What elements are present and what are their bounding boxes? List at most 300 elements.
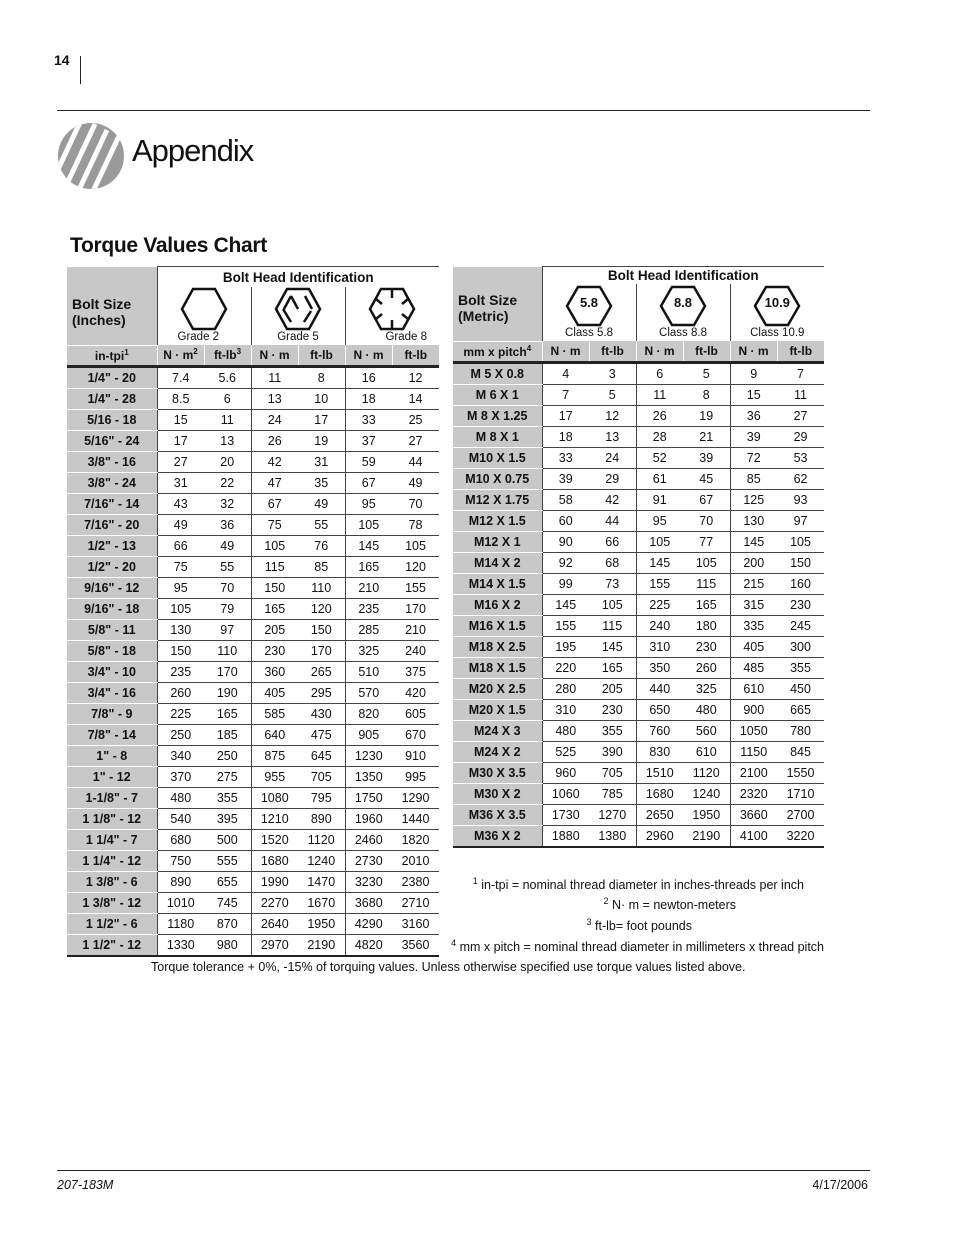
torque-ftlb-cell: 7 — [777, 362, 824, 384]
header-rule — [57, 110, 870, 111]
torque-nm-cell: 350 — [636, 657, 683, 678]
class-8-8-mark: 8.8 — [673, 295, 693, 310]
torque-nm-cell: 335 — [730, 615, 777, 636]
bolt-size-cell: M12 X 1.75 — [453, 489, 542, 510]
torque-nm-cell: 585 — [251, 703, 298, 724]
torque-nm-cell: 18 — [345, 388, 392, 409]
torque-ftlb-cell: 39 — [683, 447, 730, 468]
torque-ftlb-cell: 995 — [392, 766, 439, 787]
torque-ftlb-cell: 150 — [298, 619, 345, 640]
torque-nm-cell: 2270 — [251, 892, 298, 913]
torque-nm-cell: 680 — [157, 829, 204, 850]
torque-ftlb-cell: 375 — [392, 661, 439, 682]
torque-ftlb-cell: 170 — [298, 640, 345, 661]
torque-nm-cell: 1350 — [345, 766, 392, 787]
torque-ftlb-cell: 13 — [204, 430, 251, 451]
torque-nm-cell: 2100 — [730, 762, 777, 783]
torque-nm-cell: 820 — [345, 703, 392, 724]
torque-ftlb-cell: 190 — [204, 682, 251, 703]
torque-nm-cell: 280 — [542, 678, 589, 699]
torque-ftlb-cell: 555 — [204, 850, 251, 871]
torque-nm-cell: 27 — [157, 451, 204, 472]
torque-nm-cell: 92 — [542, 552, 589, 573]
bolt-size-cell: M36 X 3.5 — [453, 804, 542, 825]
torque-ftlb-cell: 610 — [683, 741, 730, 762]
torque-nm-cell: 310 — [636, 636, 683, 657]
hex-grade-8-icon — [368, 287, 416, 331]
torque-nm-cell: 1330 — [157, 934, 204, 956]
torque-ftlb-cell: 1470 — [298, 871, 345, 892]
torque-ftlb-cell: 665 — [777, 699, 824, 720]
torque-nm-cell: 405 — [251, 682, 298, 703]
bolt-size-header — [67, 267, 157, 346]
torque-ftlb-cell: 120 — [298, 598, 345, 619]
class-10-9-cell — [730, 284, 824, 341]
torque-nm-cell: 61 — [636, 468, 683, 489]
torque-nm-cell: 235 — [345, 598, 392, 619]
torque-ftlb-cell: 55 — [298, 514, 345, 535]
table-row — [453, 426, 824, 447]
torque-ftlb-cell: 240 — [392, 640, 439, 661]
torque-ftlb-cell: 1120 — [683, 762, 730, 783]
footer-rule — [57, 1170, 870, 1171]
torque-ftlb-cell: 150 — [777, 552, 824, 573]
torque-ftlb-cell: 10 — [298, 388, 345, 409]
torque-ftlb-cell: 1290 — [392, 787, 439, 808]
torque-ftlb-cell: 1270 — [589, 804, 636, 825]
torque-nm-cell: 6 — [636, 362, 683, 384]
torque-ftlb-cell: 3220 — [777, 825, 824, 847]
torque-nm-cell: 905 — [345, 724, 392, 745]
table-row — [453, 699, 824, 720]
grade-2-label: Grade 2 — [177, 331, 220, 343]
torque-nm-cell: 67 — [345, 472, 392, 493]
torque-ftlb-cell: 78 — [392, 514, 439, 535]
torque-nm-cell: 95 — [345, 493, 392, 514]
class-10-9-mark: 10.9 — [764, 295, 790, 310]
torque-ftlb-cell: 105 — [392, 535, 439, 556]
torque-ftlb-cell: 910 — [392, 745, 439, 766]
torque-ftlb-cell: 110 — [204, 640, 251, 661]
unit-nm: N · m — [730, 341, 777, 362]
table-row — [453, 615, 824, 636]
bolt-size-cell: M 5 X 0.8 — [453, 362, 542, 384]
table-row — [67, 808, 439, 829]
torque-nm-cell: 315 — [730, 594, 777, 615]
torque-nm-cell: 115 — [251, 556, 298, 577]
torque-ftlb-cell: 230 — [777, 594, 824, 615]
bolt-size-cell: 1 1/4" - 12 — [67, 850, 157, 871]
torque-nm-cell: 2960 — [636, 825, 683, 847]
bolt-size-cell: 7/8" - 14 — [67, 724, 157, 745]
torque-ftlb-cell: 67 — [683, 489, 730, 510]
torque-ftlb-cell: 230 — [589, 699, 636, 720]
unit-nm: N · m — [345, 345, 392, 366]
torque-ftlb-cell: 390 — [589, 741, 636, 762]
torque-ftlb-cell: 68 — [589, 552, 636, 573]
torque-ftlb-cell: 2380 — [392, 871, 439, 892]
torque-ftlb-cell: 1950 — [683, 804, 730, 825]
torque-nm-cell: 1230 — [345, 745, 392, 766]
torque-nm-cell: 1880 — [542, 825, 589, 847]
torque-nm-cell: 4820 — [345, 934, 392, 956]
torque-ftlb-cell: 110 — [298, 577, 345, 598]
torque-nm-cell: 1990 — [251, 871, 298, 892]
units-row — [67, 345, 439, 366]
torque-ftlb-cell: 325 — [683, 678, 730, 699]
torque-nm-cell: 58 — [542, 489, 589, 510]
torque-nm-cell: 215 — [730, 573, 777, 594]
bolt-size-cell: 1 3/8" - 6 — [67, 871, 157, 892]
torque-ftlb-cell: 77 — [683, 531, 730, 552]
torque-nm-cell: 1180 — [157, 913, 204, 934]
grade-8-label: Grade 8 — [385, 331, 428, 343]
table-row — [453, 447, 824, 468]
torque-nm-cell: 3680 — [345, 892, 392, 913]
table-row — [453, 468, 824, 489]
torque-ftlb-cell: 44 — [392, 451, 439, 472]
torque-ftlb-cell: 1240 — [683, 783, 730, 804]
torque-nm-cell: 125 — [730, 489, 777, 510]
torque-nm-cell: 36 — [730, 405, 777, 426]
bolt-size-unit: (Inches) — [72, 311, 126, 328]
document-code: 207-183M — [57, 1178, 114, 1192]
torque-ftlb-cell: 1950 — [298, 913, 345, 934]
torque-nm-cell: 59 — [345, 451, 392, 472]
table-row — [67, 493, 439, 514]
unit-mm-pitch: mm x pitch$^4$ — [453, 341, 542, 362]
bolt-size-cell: 1 1/4" - 7 — [67, 829, 157, 850]
table-row — [67, 430, 439, 451]
torque-ftlb-cell: 27 — [777, 405, 824, 426]
torque-nm-cell: 225 — [157, 703, 204, 724]
torque-nm-cell: 610 — [730, 678, 777, 699]
torque-nm-cell: 66 — [157, 535, 204, 556]
torque-ftlb-cell: 180 — [683, 615, 730, 636]
torque-ftlb-cell: 245 — [777, 615, 824, 636]
bolt-head-identification-label: Bolt Head Identification — [157, 267, 439, 288]
torque-ftlb-cell: 605 — [392, 703, 439, 724]
torque-ftlb-cell: 670 — [392, 724, 439, 745]
footnote-4: $^4$ mm x pitch = nominal thread diameter in millimeters x thread pitch — [451, 938, 824, 955]
torque-nm-cell: 2320 — [730, 783, 777, 804]
table-row — [453, 362, 824, 384]
bolt-size-cell: M 8 X 1.25 — [453, 405, 542, 426]
table-row — [67, 388, 439, 409]
table-row — [67, 682, 439, 703]
bolt-size-cell: M14 X 2 — [453, 552, 542, 573]
torque-nm-cell: 11 — [251, 366, 298, 388]
bolt-size-label: Bolt Size — [72, 295, 132, 312]
section-title: Appendix — [132, 133, 254, 168]
bolt-size-cell: 3/8" - 24 — [67, 472, 157, 493]
torque-ftlb-cell: 120 — [392, 556, 439, 577]
torque-ftlb-cell: 27 — [392, 430, 439, 451]
table-row — [67, 535, 439, 556]
torque-nm-cell: 130 — [730, 510, 777, 531]
torque-nm-cell: 960 — [542, 762, 589, 783]
table-row — [67, 556, 439, 577]
torque-tolerance-note: Torque tolerance + 0%, -15% of torquing values. Unless otherwise specified use torque values listed above. — [151, 960, 746, 974]
torque-ftlb-cell: 29 — [589, 468, 636, 489]
torque-ftlb-cell: 645 — [298, 745, 345, 766]
torque-ftlb-cell: 93 — [777, 489, 824, 510]
table-row — [67, 409, 439, 430]
table-row — [67, 934, 439, 956]
torque-ftlb-cell: 115 — [683, 573, 730, 594]
class-5-8-mark: 5.8 — [579, 295, 599, 310]
table-row — [67, 745, 439, 766]
torque-ftlb-cell: 31 — [298, 451, 345, 472]
torque-nm-cell: 31 — [157, 472, 204, 493]
torque-nm-cell: 67 — [251, 493, 298, 514]
torque-nm-cell: 105 — [251, 535, 298, 556]
table-row — [67, 366, 439, 388]
table-row — [67, 514, 439, 535]
torque-ftlb-cell: 44 — [589, 510, 636, 531]
torque-nm-cell: 310 — [542, 699, 589, 720]
torque-nm-cell: 2650 — [636, 804, 683, 825]
torque-nm-cell: 75 — [251, 514, 298, 535]
appendix-stripes-logo-icon — [57, 122, 125, 190]
class-10-9-label: Class 10.9 — [750, 327, 805, 339]
bolt-size-cell: M12 X 1 — [453, 531, 542, 552]
unit-in-tpi: in-tpi$^1$ — [67, 345, 157, 366]
torque-ftlb-cell: 795 — [298, 787, 345, 808]
torque-ftlb-cell: 8 — [683, 384, 730, 405]
torque-ftlb-cell: 49 — [298, 493, 345, 514]
torque-nm-cell: 240 — [636, 615, 683, 636]
table-row — [453, 657, 824, 678]
torque-ftlb-cell: 105 — [777, 531, 824, 552]
torque-nm-cell: 1520 — [251, 829, 298, 850]
bolt-size-cell: 1 1/2" - 6 — [67, 913, 157, 934]
torque-nm-cell: 325 — [345, 640, 392, 661]
torque-nm-cell: 1730 — [542, 804, 589, 825]
torque-nm-cell: 1510 — [636, 762, 683, 783]
bolt-size-cell: M20 X 2.5 — [453, 678, 542, 699]
footnote-3: $^3$ ft-lb= foot pounds — [586, 917, 692, 934]
torque-nm-cell: 3230 — [345, 871, 392, 892]
torque-nm-cell: 1060 — [542, 783, 589, 804]
bolt-size-cell: 7/16" - 14 — [67, 493, 157, 514]
torque-ftlb-cell: 155 — [392, 577, 439, 598]
torque-ftlb-cell: 70 — [392, 493, 439, 514]
bolt-size-cell: M12 X 1.5 — [453, 510, 542, 531]
table-row — [67, 871, 439, 892]
table-row — [453, 720, 824, 741]
torque-ftlb-cell: 5 — [683, 362, 730, 384]
unit-nm: $N \cdot m^2$ — [157, 345, 204, 366]
torque-nm-cell: 955 — [251, 766, 298, 787]
torque-ftlb-cell: 14 — [392, 388, 439, 409]
torque-nm-cell: 33 — [345, 409, 392, 430]
unit-ftlb: ft-lb — [589, 341, 636, 362]
bolt-size-cell: 1-1/8" - 7 — [67, 787, 157, 808]
unit-nm: N · m — [251, 345, 298, 366]
torque-ftlb-cell: 32 — [204, 493, 251, 514]
torque-nm-cell: 2640 — [251, 913, 298, 934]
torque-nm-cell: 16 — [345, 366, 392, 388]
torque-ftlb-cell: 66 — [589, 531, 636, 552]
metric-torque-table — [453, 266, 824, 848]
bolt-size-cell: 3/4" - 16 — [67, 682, 157, 703]
bolt-size-cell: M 6 X 1 — [453, 384, 542, 405]
torque-nm-cell: 1750 — [345, 787, 392, 808]
torque-ftlb-cell: 12 — [392, 366, 439, 388]
torque-nm-cell: 145 — [636, 552, 683, 573]
torque-ftlb-cell: 250 — [204, 745, 251, 766]
chart-title: Torque Values Chart — [70, 234, 267, 257]
torque-nm-cell: 3660 — [730, 804, 777, 825]
bolt-size-cell: M30 X 2 — [453, 783, 542, 804]
torque-ftlb-cell: 19 — [683, 405, 730, 426]
torque-ftlb-cell: 97 — [204, 619, 251, 640]
unit-nm: N · m — [636, 341, 683, 362]
document-date: 4/17/2006 — [812, 1178, 868, 1192]
torque-ftlb-cell: 5.6 — [204, 366, 251, 388]
torque-nm-cell: 49 — [157, 514, 204, 535]
torque-ftlb-cell: 12 — [589, 405, 636, 426]
torque-nm-cell: 640 — [251, 724, 298, 745]
bolt-head-identification-label: Bolt Head Identification — [542, 267, 824, 285]
table-row — [67, 661, 439, 682]
torque-nm-cell: 99 — [542, 573, 589, 594]
torque-nm-cell: 145 — [730, 531, 777, 552]
bolt-size-cell: M16 X 1.5 — [453, 615, 542, 636]
torque-ftlb-cell: 85 — [298, 556, 345, 577]
table-row — [453, 804, 824, 825]
torque-nm-cell: 2460 — [345, 829, 392, 850]
torque-nm-cell: 1960 — [345, 808, 392, 829]
torque-nm-cell: 33 — [542, 447, 589, 468]
class-8-8-cell — [636, 284, 730, 341]
torque-nm-cell: 8.5 — [157, 388, 204, 409]
torque-nm-cell: 525 — [542, 741, 589, 762]
bolt-size-cell: 1/4" - 28 — [67, 388, 157, 409]
torque-nm-cell: 760 — [636, 720, 683, 741]
torque-ftlb-cell: 2190 — [683, 825, 730, 847]
torque-nm-cell: 90 — [542, 531, 589, 552]
table-row — [453, 594, 824, 615]
torque-ftlb-cell: 62 — [777, 468, 824, 489]
torque-nm-cell: 150 — [157, 640, 204, 661]
bolt-size-cell: M10 X 1.5 — [453, 447, 542, 468]
torque-ftlb-cell: 1670 — [298, 892, 345, 913]
grade-5-cell — [251, 287, 345, 345]
hex-grade-5-icon — [274, 287, 322, 331]
torque-nm-cell: 875 — [251, 745, 298, 766]
torque-ftlb-cell: 275 — [204, 766, 251, 787]
table-row — [67, 619, 439, 640]
torque-ftlb-cell: 355 — [204, 787, 251, 808]
class-5-8-cell — [542, 284, 636, 341]
torque-ftlb-cell: 705 — [589, 762, 636, 783]
torque-nm-cell: 485 — [730, 657, 777, 678]
torque-nm-cell: 13 — [251, 388, 298, 409]
torque-ftlb-cell: 705 — [298, 766, 345, 787]
bolt-size-cell: 1/4" - 20 — [67, 366, 157, 388]
torque-ftlb-cell: 1440 — [392, 808, 439, 829]
torque-nm-cell: 155 — [542, 615, 589, 636]
torque-nm-cell: 235 — [157, 661, 204, 682]
torque-nm-cell: 26 — [636, 405, 683, 426]
torque-nm-cell: 1010 — [157, 892, 204, 913]
torque-ftlb-cell: 105 — [683, 552, 730, 573]
torque-ftlb-cell: 395 — [204, 808, 251, 829]
torque-ftlb-cell: 3560 — [392, 934, 439, 956]
bolt-size-cell: 1" - 8 — [67, 745, 157, 766]
torque-nm-cell: 360 — [251, 661, 298, 682]
torque-nm-cell: 7.4 — [157, 366, 204, 388]
torque-nm-cell: 39 — [542, 468, 589, 489]
torque-ftlb-cell: 260 — [683, 657, 730, 678]
torque-nm-cell: 830 — [636, 741, 683, 762]
torque-nm-cell: 750 — [157, 850, 204, 871]
torque-ftlb-cell: 1120 — [298, 829, 345, 850]
bolt-size-cell: M10 X 0.75 — [453, 468, 542, 489]
table-row — [453, 783, 824, 804]
table-row — [67, 577, 439, 598]
table-row — [453, 384, 824, 405]
torque-ftlb-cell: 785 — [589, 783, 636, 804]
page-number-divider — [80, 56, 81, 84]
torque-ftlb-cell: 29 — [777, 426, 824, 447]
torque-nm-cell: 1050 — [730, 720, 777, 741]
table-row — [453, 741, 824, 762]
unit-ftlb: $ft-lb^3$ — [204, 345, 251, 366]
torque-ftlb-cell: 49 — [392, 472, 439, 493]
bolt-size-cell: 7/16" - 20 — [67, 514, 157, 535]
table-row — [453, 552, 824, 573]
table-row — [453, 405, 824, 426]
bolt-size-cell: M 8 X 1 — [453, 426, 542, 447]
torque-ftlb-cell: 8 — [298, 366, 345, 388]
torque-ftlb-cell: 870 — [204, 913, 251, 934]
torque-ftlb-cell: 185 — [204, 724, 251, 745]
torque-ftlb-cell: 21 — [683, 426, 730, 447]
unit-ftlb: ft-lb — [683, 341, 730, 362]
bolt-size-cell: 3/8" - 16 — [67, 451, 157, 472]
grade-8-cell — [345, 287, 439, 345]
torque-ftlb-cell: 17 — [298, 409, 345, 430]
torque-ftlb-cell: 6 — [204, 388, 251, 409]
bolt-size-unit: (Metric) — [458, 307, 509, 324]
torque-nm-cell: 1150 — [730, 741, 777, 762]
unit-ftlb: ft-lb — [298, 345, 345, 366]
torque-nm-cell: 4 — [542, 362, 589, 384]
torque-ftlb-cell: 1240 — [298, 850, 345, 871]
table-row — [67, 829, 439, 850]
table-row — [67, 703, 439, 724]
torque-nm-cell: 540 — [157, 808, 204, 829]
table-row — [453, 510, 824, 531]
torque-nm-cell: 440 — [636, 678, 683, 699]
torque-nm-cell: 405 — [730, 636, 777, 657]
table-row — [67, 640, 439, 661]
torque-nm-cell: 145 — [345, 535, 392, 556]
torque-nm-cell: 230 — [251, 640, 298, 661]
bolt-size-cell: 5/16 - 18 — [67, 409, 157, 430]
table-row — [67, 451, 439, 472]
torque-nm-cell: 24 — [251, 409, 298, 430]
torque-nm-cell: 250 — [157, 724, 204, 745]
torque-ftlb-cell: 73 — [589, 573, 636, 594]
torque-ftlb-cell: 145 — [589, 636, 636, 657]
table-row — [67, 598, 439, 619]
torque-ftlb-cell: 165 — [589, 657, 636, 678]
torque-nm-cell: 900 — [730, 699, 777, 720]
